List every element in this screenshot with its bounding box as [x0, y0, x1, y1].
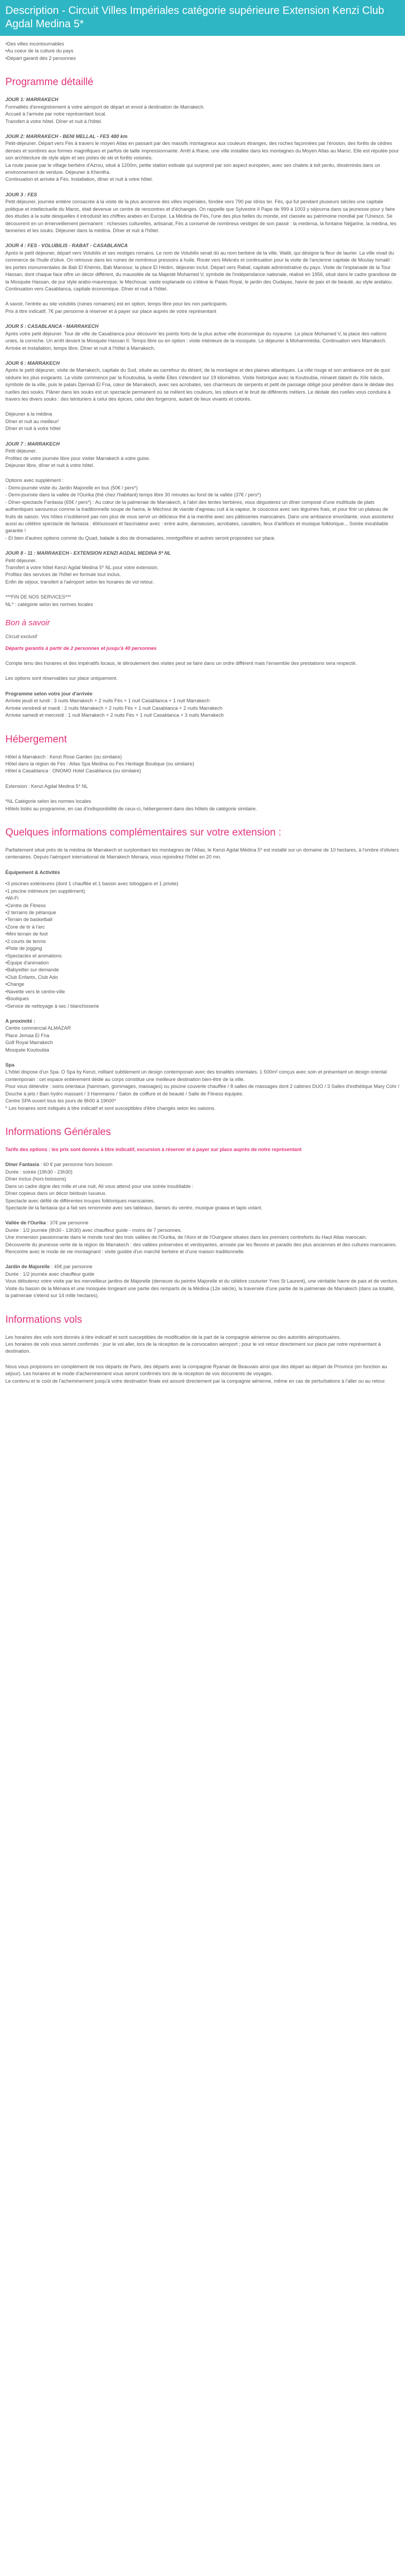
intro-bullet: • Des villes incontournables: [5, 41, 400, 48]
equipment-item: • Centre de Fitness: [5, 902, 400, 909]
day-text: Déjeuner à la médina: [5, 411, 52, 417]
bon-savoir-heading: Bon à savoir: [5, 618, 50, 628]
proximite-lines: [5, 1025, 400, 1054]
option-text: Spectacle de la fantasia qui a fait ses renommée avec ses tableaux, danses du ventre, musique gnawa et tapis volant.: [5, 1205, 263, 1210]
day-text: Petit-déjeuner. Départ vers Fès à travers le moyen Atlas en passant par des massifs montagneux aux couleurs étranges, des roches façonnées par l'érosion, des forêts de cèdres denses et sombres aux formes magnifiques et parfois de taille impressionnante. Arrêt à Ifrane, une ville installée dans les montagnes du Moyen Atlas au Maroc. Elle est réputée pour son architecture de style alpin et ses pistes de ski et forêts voisines.: [5, 141, 399, 161]
bon-savoir-text: Compte tenu des horaires et des impératifs locaux, le déroulement des visites peut se faire dans un ordre différent mais l'ensemble des prestations sera respecté.: [5, 661, 357, 666]
day-block: [5, 191, 400, 235]
option-header: [5, 1220, 400, 1226]
departs-garantis: Départs garantis à partir de 2 personnes et jusqu'à 40 personnes: [5, 645, 157, 651]
proximite-title: A proximité :: [5, 1018, 35, 1024]
arrival-text: Arrivée samedi et mercredi : 1 nuit Marrakech + 2 nuits Fès + 1 nuit Casablanca + 3 nuits Marrakech: [5, 712, 224, 718]
day-text: - Demi-journée dans la vallée de l'Ourika (thé chez l'habitant) temps libre 30 minutes au fond de la vallée (37€ / pers*): [5, 492, 261, 498]
equipment-item: • Service de nettoyage à sec / blanchisserie: [5, 1003, 400, 1010]
day-text: - Et bien d'autres options comme du Quad, balade à dos de dromadaires, montgolfière et autres seront proposées sur place.: [5, 535, 276, 541]
day-text: Dîner et nuit au meilleur!: [5, 418, 59, 424]
day-text: Options avec supplément :: [5, 478, 64, 484]
spacer: [5, 403, 400, 411]
vols-text: Les horaires de vols vous seront confirmés : jour le vol aller, lors de la réception de la convocation aéroport ; pour le vol retour directement sur place par notre représentant à destination.: [5, 1341, 381, 1354]
day-text: Après le petit déjeuner, départ vers Volubilis et ses vestiges romains. Le nom de Volubilis serait dû au nom berbère de la ville, Walili, qui désigne la fleur de laurier. La ville vivait du commerce de l'huile d'olive. On retrouve dans les ruines de nombreux pressoirs à huile. Route vers Meknès et continuation pour la visite de l'ancienne capitale de Moulay Ismaël : les portes monumentales de Bab El Khémis, Bab Mansour, la place El Hédim, déjeuner inclut. Départ vers Rabat, capitale administrative du pays. Visite de l'esplanade de la Tour Hassan, dont chaque face offre un décor différent, du mausolée de sa Majesté Mohamed V, symbole de l'indépendance nationale, réalisé en 1956, situé dans le cadre grandiose de la Mosquée Hassan, de pur style arabo-mauresque, le Mechouar, vaste esplanade où s'élève le Palais Royal, le jardin des Oudayas, havre de paix et de beauté, au style andalou. Continuation vers Casablanca, capitale économique. Dîner et nuit à l'hôtel.: [5, 250, 396, 292]
hebergement-heading: Hébergement: [5, 733, 67, 745]
option-text: Une immersion passionnante dans le monde rural des trois vallées de l'Ourika, de l'Asni et de l'Ouirgane situées dans les premiers contreforts du Haut Atlas marocain.: [5, 1235, 367, 1240]
spa-text: Pour vous détendre : soins orientaux (hammam, gommages, massages) ou piscine couverte chauffée / 8 salles de massages dont 2 cabines DUO / 3 Salles d'esthétique Mary Cohr / Douche à jets / Bain hydro massant / 3 Hammams / Salon de coiffure et de beauté / Salle de Fitness équipée.: [5, 1084, 400, 1097]
hebergement-text: Hôtel à Casablanca : ONOMO Hotel Casablanca (ou similaire): [5, 768, 141, 774]
option-title: Jardin de Majorelle: [5, 1264, 50, 1270]
day-text: NL* : catégorie selon les normes locales: [5, 601, 93, 607]
day-title: JOUR 3 : FES: [5, 191, 37, 197]
day-block: [5, 133, 400, 183]
day-title: JOUR 7 : MARRAKECH: [5, 441, 60, 447]
extension-intro: Parfaitement situé près de la médina de Marrakech et surplombant les montagnes de l'Atlas, le Kenzi Agdal Médina 5* est installé sur un domaine de 10 hectares, à l'ombre d'oliviers centenaires. Depuis l'aéroport international de Marrakech Menara, vous rejoindrez l'hôtel en 20 mn.: [5, 847, 399, 860]
hebergement-text: Hôtel dans la région de Fès : Atlas Spa Medina ou Fes Heritage Boutique (ou similaire): [5, 761, 194, 766]
option-text: Durée : 1/2 journée (8h30 - 13h30) avec chauffeur guide - moins de 7 personnes.: [5, 1227, 182, 1233]
hebergement-text: Extension : Kenzi Agdal Medina 5* NL: [5, 783, 88, 789]
day-title: JOUR 6 : MARRAKECH: [5, 360, 60, 366]
day-block: [5, 323, 400, 352]
arrival-title: Programme selon votre jour d'arrivée: [5, 691, 93, 696]
page-title: Description - Circuit Villes Impériales catégorie supérieure Extension Kenzi Club Agdal Medina 5*: [0, 0, 405, 36]
equip-title: Équipement & Activités: [5, 869, 60, 875]
vols-text: Les horaires des vols sont donnés à titre indicatif et sont susceptibles de modification de la part de la compagnie aérienne ou des autorités aéroportuaires.: [5, 1334, 341, 1340]
equipment-item: • 2 terrains de pétanque: [5, 909, 400, 916]
equipment-item: • Boutiques: [5, 995, 400, 1002]
programme-heading: Programme détaillé: [5, 76, 94, 88]
option-header: [5, 1263, 400, 1270]
spacer: [5, 1355, 400, 1363]
spa-lines: [5, 1069, 400, 1112]
tarifs-note: Tarifs des options : les prix sont donnés à titre indicatif, excursion à réserver et à payer sur place auprès de notre représentant: [5, 1146, 302, 1152]
spa-text: L'hôtel dispose d'un Spa. O Spa by Kenzi, milliant subtilement un design contemporain avec des tonalités orientales. 1 500m² conçus avec soin et présentant un design oriental contemporain : cet espace entièrement dédié au corps constitue une meilleure destination bien-être de la ville.: [5, 1069, 387, 1082]
intro-bullets: [5, 41, 400, 62]
vols-text: Le contenu et le coût de l'acheminement jusqu'à votre destination finale est assuré directement par la compagnie aérienne, même en cas de perturbations à l'aller ou au retour.: [5, 1378, 386, 1384]
day-text: Profitez de votre journée libre pour visiter Marrakech à votre guise.: [5, 455, 151, 461]
day-title: JOUR 5 : CASABLANCA - MARRAKECH: [5, 324, 99, 329]
equipment-item: • Spectacles et animations: [5, 953, 400, 960]
equipment-list: [5, 880, 400, 1010]
day-text: - Demi-journée visite du Jardin Majorelle en bus (50€ / pers*): [5, 485, 138, 490]
equipment-item: • Club Enfants, Club Ado: [5, 974, 400, 981]
option-price: : 45€ par personne: [51, 1264, 92, 1270]
day-title: JOUR 8 - 11 : MARRAKECH - EXTENSION KENZI AGDAL MEDINA 5* NL: [5, 550, 171, 556]
option-title: Dîner Fantasia: [5, 1162, 40, 1168]
proximite-text: Mosquée Koutoubia: [5, 1047, 49, 1053]
day-text: ***FIN DE NOS SERVICES***: [5, 594, 71, 600]
spacer: [5, 667, 400, 675]
option-title: Vallée de l'Ourika: [5, 1220, 46, 1226]
infos-vols-heading: Informations vols: [5, 1314, 82, 1325]
bon-savoir-lines: [5, 660, 400, 683]
programme-days: [5, 96, 400, 608]
extension-heading: Quelques informations complémentaires sur votre extension :: [5, 827, 282, 839]
hebergement-text: Hôtels listés au programme, en cas d'indisponibilité de ceux-ci, hébergement dans des hôtels de catégorie similaire.: [5, 806, 258, 811]
day-text: Transfert à votre hôtel. Dîner et nuit à l'hôtel.: [5, 118, 103, 124]
hebergement-lines: [5, 754, 400, 813]
spa-text: * Les horaires sont indiqués à titre indicatif et sont susceptibles d'être changés selon les saisons.: [5, 1105, 216, 1111]
day-text: Accueil à l'arrivée par notre représentant local.: [5, 111, 107, 117]
arrival-text: Arrivée jeudi et lundi : 3 nuits Marrakech + 2 nuits Fès + 1 nuit Casablanca + 1 nuit Marrakech: [5, 698, 210, 704]
option-text: Spectacle avec défilé de différentes troupes folkloriques marocaines.: [5, 1198, 155, 1203]
equipment-item: • Terrain de basketball: [5, 916, 400, 923]
day-block: [5, 441, 400, 542]
intro-bullet: • Au coeur de la culture du pays: [5, 48, 400, 55]
circuit-label: Circuit exclusif: [5, 634, 37, 640]
day-text: Dîner et nuit à votre hôtel: [5, 426, 61, 432]
day-block: [5, 360, 400, 433]
equipment-item: • Équipe d'animation: [5, 960, 400, 967]
spacer: [5, 293, 400, 301]
day-text: Petit déjeuner.: [5, 448, 37, 454]
option-price: : 60 € par personne hors boisson: [40, 1162, 113, 1168]
option-text: Rencontre avec le mode de vie montagnard : visite guidée d'un marché berbère et d'une maison traditionnelle.: [5, 1249, 245, 1255]
spacer: [5, 586, 400, 594]
day-text: Après le petit déjeuner, visite de Marrakech, capitale du Sud, située au carrefour du désert, de la montagne et des plaines atlantiques. La ville rouge et son ambiance ont de quoi séduire les plus exigeants. La visite commence par la Koutoubia, la vieille Elles s'étendent sur 19 kilomètres. Visite historique avec la Koutoubia, minaret datant du XIIe siècle, symbole de la ville, puis le palais Djemaâ El Fna, cœur de Marrakech, avec ses acrobates, ses charmeurs de serpents et petit de passage obligé pour pénétrer dans le dédale des ruelles des souks. Flâner dans les souks est un spectacle permanent où se mêlent les couleurs, les odeurs et le bruit de différents métiers. Le dédale des ruelles vous conduira à travers les divers souks : des teinturiers à celui des épices, celui des forgerons, autant de lieux vivants et colorés.: [5, 367, 394, 402]
equipment-item: • Zone de tir à l'arc: [5, 924, 400, 931]
equipment-item: • Babysitter sur demande: [5, 967, 400, 973]
option-text: Durée : soirée (19h30 - 23h30): [5, 1169, 73, 1175]
day-block: [5, 550, 400, 608]
day-text: Petit déjeuner.: [5, 557, 37, 563]
day-block: [5, 242, 400, 315]
option-text: Durée : 1/2 journée avec chauffeur guide: [5, 1271, 95, 1277]
spacer: [5, 775, 400, 783]
proximite-text: Place Jemaa El Fna: [5, 1032, 50, 1038]
vols-text: Nous vous proposons en complément de nos départs de Paris, des départs avec la compagnie Ryanair de Beauvais ainsi que des départ au départ de Province (en fonction au séjour). Les horaires et le mode d'acheminement vous seront confirmés lors de la réception de vos documents de voyages.: [5, 1363, 387, 1377]
day-text: Profitez des services de l'hôtel en formule tout inclus.: [5, 572, 121, 578]
day-title: JOUR 4 : FES - VOLUBILIS - RABAT - CASABLANCA: [5, 243, 128, 249]
day-text: Petit déjeuner, journée entière consacrée à la visite de la plus ancienne des villes impériales, fondée vers 790 par Idriss Ier. Fès, qui fut pendant plusieurs siècles une capitale politique et intellectuelle du Maroc, était devenue un centre de rencontres et d'échanges. On rappelle que Sylvestre II Pape de 999 à 1003 y séjourna dans sa jeunesse pour y faire des études à la suite desquelles il introduisit les chiffres arabes en Europe. La Médina de Fès, l'une des plus belles du monde, est classée au patrimoine mondial par l'Unesco. Se découvrent en un émerveillement permanent : richesses culturelles, artisanat, Fès a conservé de nombreux vestiges de son passé : la medersa, la fontaine Néjjarine, la médina, les tanneries et les souks. Déjeuner dans la médina. Dîner et nuit à l'hôtel.: [5, 199, 396, 234]
equipment-item: • Wi-Fi: [5, 895, 400, 902]
equipment-item: • Piste de jogging: [5, 945, 400, 952]
bon-savoir-text: Les options sont réservables sur place uniquement.: [5, 676, 118, 681]
day-text: Après votre petit déjeuner. Tour de ville de Casablanca pour découvrir les points forts de la plus active ville économique du royaume. La place Mohamed V, la place des nations unies, la corniche. Un arrêt devant la Mosquée Hassan II. Temps libre ou en option : visite intérieure de la mosquée. Le déjeuner à Mohammédia. Continuation vers Marrakech. Arrivée et installation, temps libre. Dîner et nuit à l'hôtel à Marrakech.: [5, 331, 387, 351]
equipment-item: • Mini terrain de foot: [5, 931, 400, 938]
option-block: [5, 1263, 400, 1299]
day-title: JOUR 2: MARRAKECH - BENI MELLAL - FES 480 km: [5, 133, 128, 139]
option-text: Dîner copieux dans un décor bédouin luxueux.: [5, 1191, 107, 1197]
infos-heading: Informations Générales: [5, 1126, 111, 1138]
day-text: Prix à titre indicatif, 7€ par personne à réserver et à payer sur place auprès de votre représentant: [5, 308, 216, 314]
spa-text: Centre SPA ouvert tous les jours de 8h00 à 19h00*: [5, 1098, 116, 1104]
spacer: [5, 790, 400, 798]
equipment-item: • 2 courts de tennis: [5, 938, 400, 945]
day-block: [5, 96, 400, 125]
option-price: : 37€ par personne: [47, 1220, 89, 1226]
option-block: [5, 1161, 400, 1212]
day-text: - Dîner-spectacle Fantasia (65€ / pers*) : Au cœur de la palmeraie de Marrakech, à l'abri des tentes berbères, vous dégusterez un dîner composé d'une multitude de plats authentiques savoureux comme la traditionnelle soupe de harira, le Méchoui de viande d'agneau cuit à la vapeur, le couscous avec ses légumes frais, et pour finir un plateau de fruits de saison. Vos hôtes n'oublieront pas non plus de vous servir un délicieux thé à la menthe avec ses pâtisseries marocaines. Dans une ambiance envoûtante, vous assisterez aussi au célèbre spectacle de fantasia : éblouissant et fascinateur avec : entre autre, danseuses, acrobates, cavaliers, feux d'artifices et musique folklorique... Soirée inoubliable garantie !: [5, 499, 394, 534]
option-block: [5, 1220, 400, 1255]
arrival-text: Arrivée vendredi et mardi : 2 nuits Marrakech + 2 nuits Fès + 1 nuit Casablanca + 2 nuits Marrakech: [5, 705, 223, 711]
arrival-lines: [5, 697, 400, 719]
option-text: Dîner inclus (hors boissons): [5, 1176, 66, 1182]
option-header: [5, 1161, 400, 1168]
equipment-item: • 3 piscines extérieures (dont 1 chauffée et 1 bassin avec toboggans et 1 privée): [5, 880, 400, 887]
day-text: La route passe par le village berbère d'Azrou, situé à 1200m, petite station estivale qui surprend par son aspect européen, avec ses chalets à toit pentu, disséminés dans un environnement de verdure. Déjeuner à Khenifra.: [5, 162, 380, 175]
proximite-text: Golf Royal Marrakech: [5, 1040, 53, 1046]
options-list: [5, 1161, 400, 1299]
day-text: Transfert à votre hôtel Kenzi Agdal Medina 5* NL pour votre extension.: [5, 565, 159, 571]
option-text: Vous débuterez votre visite par les merveilleux jardins de Majorelle (demeure du peintre Majorelle et du célèbre couturier Yves St Laurent), une véritable havre de paix et de verdure. Visite du bassin de la Ménara et une mosquée longeant une partie des remparts de la Médina (12e siècle), la traversée d'une partie de la palmeraie de Marrakech (dans sa totalité, la palmeraie s'étend sur 14 mille hectares).: [5, 1278, 399, 1299]
equipment-item: • Change: [5, 981, 400, 988]
day-text: Formalités d'enregistrement à votre aéroport de départ et envol à destination de Marrakech.: [5, 104, 205, 110]
day-text: Enfin de séjour, transfert à l'aéroport selon les horaires de vol retour.: [5, 579, 154, 585]
equipment-item: • 1 piscine intérieure (en supplément): [5, 888, 400, 895]
day-text: Déjeuner libre, dîner et nuit à votre hôtel.: [5, 462, 95, 468]
spacer: [5, 469, 400, 477]
option-text: Découverte du jeunesse verte de la région de Marrakech : des vallées préservées et verdoyantes, arrosée par les fleuves et paradis des plus anciennes et des cultures marocaines.: [5, 1241, 397, 1247]
equipment-item: • Navette vers le centre-ville: [5, 988, 400, 995]
day-text: Continuation et arrivée à Fès. Installation, dîner et nuit à votre hôtel.: [5, 177, 153, 182]
proximite-text: Centre commercial ALMAZAR: [5, 1025, 71, 1031]
hebergement-text: Hôtel à Marrakech : Kenzi Rose Garden (ou similaire): [5, 754, 122, 760]
option-text: Dans un cadre digne des mille et une nuit, Ali vous attend pour une soirée inoubliable :: [5, 1183, 193, 1189]
spa-title: Spa: [5, 1062, 14, 1068]
intro-bullet: • Départ garanti dès 2 personnes: [5, 55, 400, 62]
vols-lines: [5, 1334, 400, 1385]
day-title: JOUR 1: MARRAKECH: [5, 97, 59, 103]
day-text: A savoir, l'entrée au site volubilis (ruines romaines) est en option, temps libre pour les non participants.: [5, 301, 228, 307]
hebergement-text: *NL Catégorie selon les normes locales: [5, 799, 91, 804]
